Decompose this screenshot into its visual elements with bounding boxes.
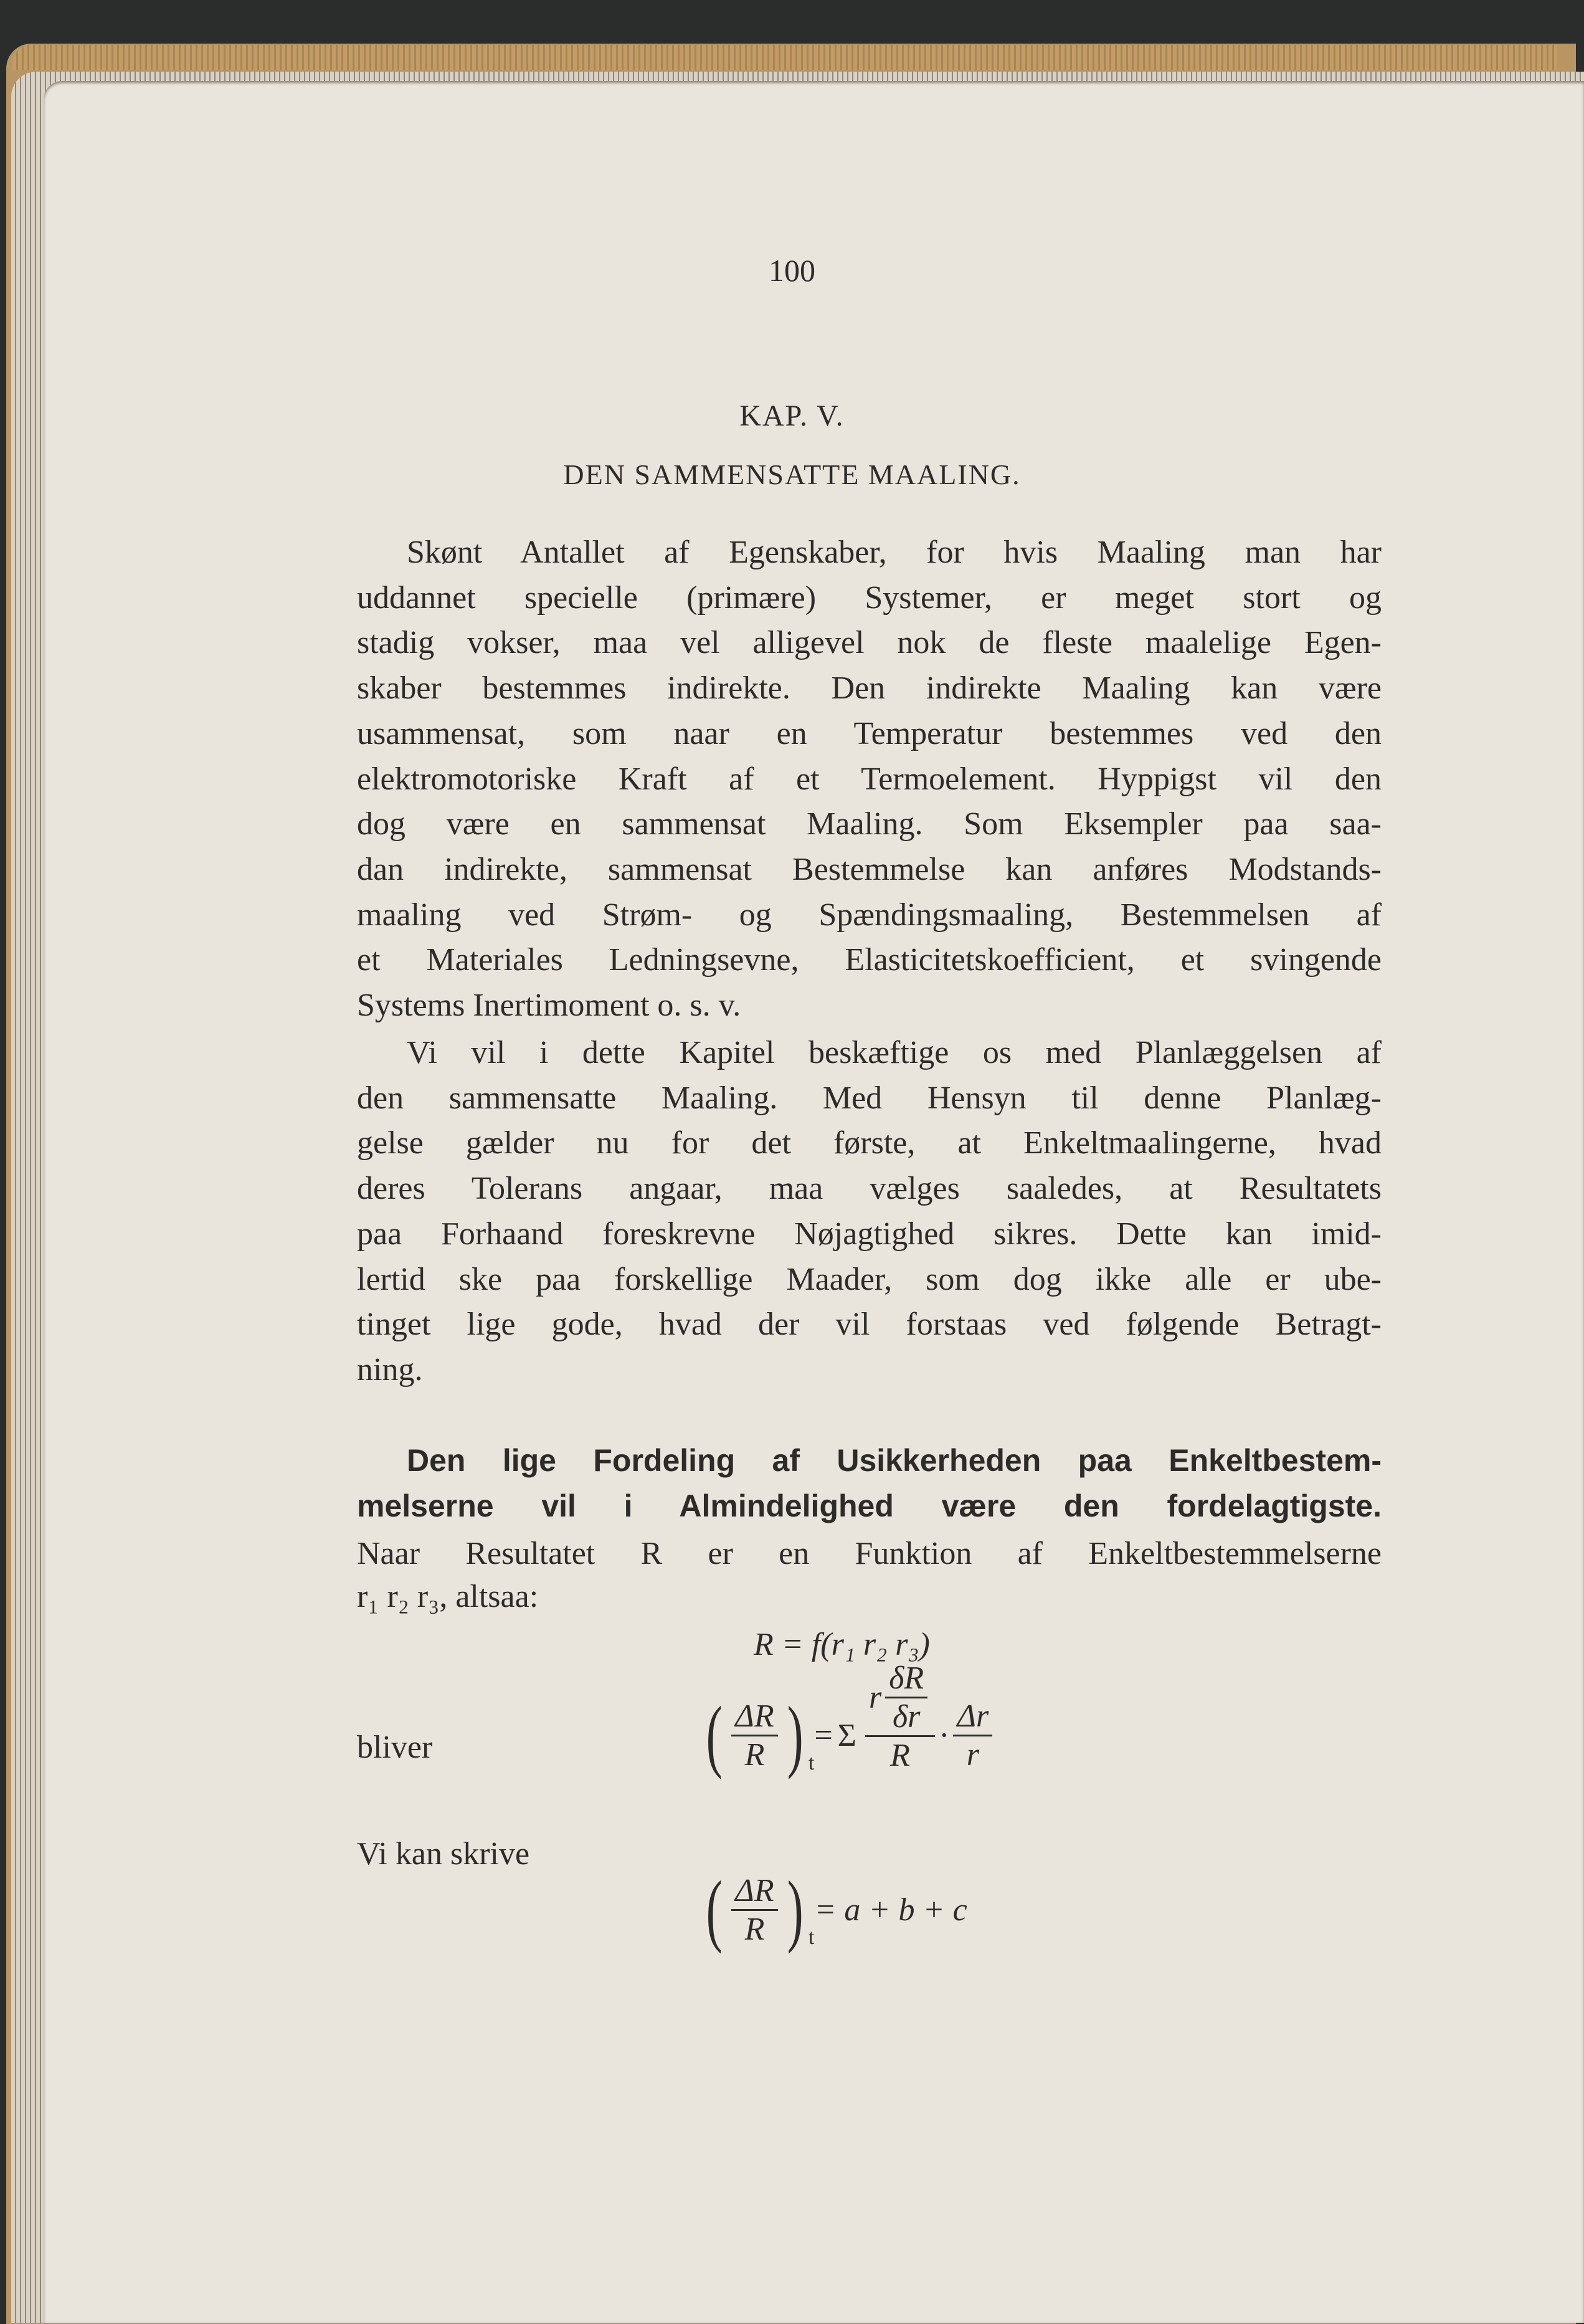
- subscript: t: [808, 1751, 815, 1774]
- text-line: Systems Inertimoment o. s. v.: [357, 988, 741, 1023]
- subscript: t: [808, 1926, 815, 1949]
- text-line: dog være en sammensat Maaling. Som Eksempler paa saa-: [357, 806, 1382, 842]
- text-line: lertid ske paa forskellige Maader, som dog ikke alle er ube-: [357, 1261, 1382, 1297]
- text-line: den sammensatte Maaling. Med Hensyn til denne Planlæg-: [357, 1080, 1382, 1116]
- formula-error-sum: ( $\frac{\Delta R}{R}$ ) $_t$ = Σ r $\frac{\delta R}{\delta r}$ R · $\frac{\Delta r}{r}$: [701, 1695, 996, 1776]
- book-spine-cloth: [12, 45, 1557, 70]
- text-line: usammensat, som naar en Temperatur bestemmes ved den: [357, 715, 1382, 751]
- rhs-numerator: Δr: [953, 1698, 992, 1736]
- label-vi-kan-skrive: Vi kan skrive: [357, 1836, 530, 1872]
- page-number: 100: [769, 253, 815, 288]
- text-line: melserne vil i Almindelighed være den fordelagtigste.: [357, 1488, 1382, 1523]
- text-line: deres Tolerans angaar, maa vælges saaledes, at Resultatets: [357, 1171, 1382, 1207]
- formula-error-decomposition: ( $\frac{\Delta R}{R}$ ) $_t$ = a + b + c: [706, 1865, 967, 1955]
- text-line: stadig vokser, maa vel alligevel nok de fleste maalelige Egen-: [357, 625, 1382, 661]
- inner-prefix: r: [868, 1679, 882, 1715]
- text-line: Skønt Antallet af Egenskaber, for hvis Maaling man har: [407, 535, 1382, 570]
- dot-operator: ·: [939, 1717, 950, 1753]
- equals-sign: =: [814, 1717, 833, 1753]
- text-line: tinget lige gode, hvad der vil forstaas ved følgende Betragt-: [357, 1307, 1382, 1343]
- label-bliver: bliver: [357, 1730, 433, 1765]
- text-line: maaling ved Strøm- og Spændingsmaaling, Bestemmelsen af: [357, 897, 1382, 933]
- fraction-denominator: R: [744, 1736, 765, 1773]
- text-line: et Materiales Ledningsevne, Elasticitetskoefficient, et svingende: [357, 942, 1382, 978]
- text-line: dan indirekte, sammensat Bestemmelse kan anføres Modstands-: [357, 851, 1382, 887]
- text-line: Vi vil i dette Kapitel beskæftige os med Planlæggelsen af: [407, 1035, 1382, 1070]
- fraction-numerator: ΔR: [731, 1698, 777, 1736]
- formula-function: R = f(r₁ r₂ r₃): [754, 1627, 930, 1662]
- paragraph-3-line-1: Naar Resultatet R er en Funktion af Enkeltbestemmelserne: [357, 1536, 1382, 1571]
- text-line: ning.: [357, 1351, 423, 1388]
- inner-denominator: δr: [892, 1698, 921, 1735]
- paragraph-3-line-2: r₁ r₂ r₃, altsaa:: [357, 1579, 539, 1614]
- sigma-symbol: Σ: [837, 1717, 856, 1753]
- outer-denominator: R: [890, 1737, 910, 1773]
- fraction-denominator: R: [744, 1911, 765, 1947]
- text-line: skaber bestemmes indirekte. Den indirekte Maaling kan være: [357, 670, 1382, 707]
- text-line: paa Forhaand foreskrevne Nøjagtighed sikres. Dette kan imid-: [357, 1216, 1382, 1252]
- rhs-denominator: r: [966, 1736, 979, 1773]
- text-line: gelse gælder nu for det første, at Enkeltmaalingerne, hvad: [357, 1125, 1382, 1161]
- fraction-numerator: ΔR: [731, 1872, 777, 1911]
- text-line: elektromotoriske Kraft af et Termoelement. Hyppigst vil den: [357, 761, 1382, 797]
- text-line: Den lige Fordeling af Usikkerheden paa Enkeltbestem-: [407, 1443, 1382, 1478]
- formula-rhs: = a + b + c: [814, 1892, 967, 1928]
- text-line: uddannet specielle (primære) Systemer, er meget stort og: [357, 579, 1382, 616]
- inner-numerator: δR: [885, 1660, 927, 1698]
- chapter-number: KAP. V.: [739, 399, 845, 432]
- chapter-title: DEN SAMMENSATTE MAALING.: [563, 459, 1021, 490]
